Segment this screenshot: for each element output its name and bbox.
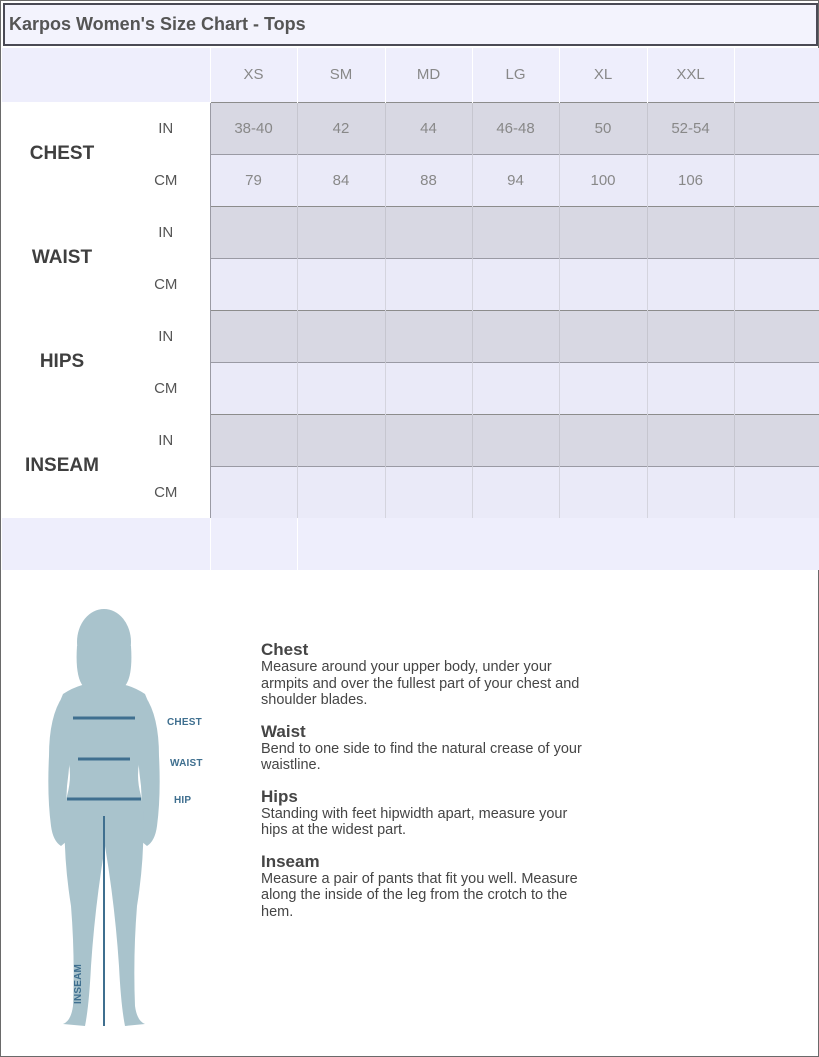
guide-heading: Waist [261,721,306,741]
guide-text: Bend to one side to find the natural crease of your waistline. [261,740,582,773]
size-cell [647,258,734,310]
size-cell [559,258,647,310]
size-cell [734,154,819,206]
woman-silhouette-icon [41,606,221,1031]
size-cell [472,206,559,258]
footer-cell [210,518,297,570]
size-cell: 106 [647,154,734,206]
body-measurement-figure [41,606,221,1031]
size-cell: 50 [559,102,647,154]
size-cell [210,258,297,310]
unit-label-cm: CM [122,466,210,518]
size-header-row [2,48,819,102]
size-cell [472,310,559,362]
size-cell [385,310,472,362]
footer-cell [297,518,819,570]
waist-label: WAIST [170,758,203,769]
size-cell [385,362,472,414]
size-cell [472,414,559,466]
hips-in-row [2,310,819,362]
guide-text: Measure around your upper body, under your armpits and over the fullest part of your chest and shoulder blades. [261,659,580,708]
size-cell: 94 [472,154,559,206]
size-header-md: MD [385,48,472,102]
size-cell [734,310,819,362]
title-bar [3,3,818,46]
size-cell: 38-40 [210,102,297,154]
inseam-in-row [2,414,819,466]
size-cell [559,414,647,466]
guide-item-waist [261,723,591,774]
size-cell [734,362,819,414]
page-title: Karpos Women's Size Chart - Tops [9,14,306,34]
size-header-xs: XS [210,48,297,102]
inseam-label: INSEAM [73,963,84,1004]
chest-label: CHEST [167,717,202,728]
size-cell [559,310,647,362]
guide-text: Standing with feet hipwidth apart, measure your hips at the widest part. [261,805,568,838]
guide-heading: Chest [261,640,309,659]
unit-label-in: IN [122,414,210,466]
unit-label-in: IN [122,102,210,154]
unit-label-cm: CM [122,154,210,206]
size-cell [734,206,819,258]
size-cell [734,466,819,518]
guide-item-inseam [261,853,591,921]
hip-label: HIP [174,795,192,806]
size-cell [385,258,472,310]
size-cell [297,310,385,362]
chest-cm-row [2,154,819,206]
size-cell [297,414,385,466]
unit-label-in: IN [122,310,210,362]
size-cell [210,414,297,466]
size-cell [559,206,647,258]
size-cell [210,310,297,362]
inseam-cm-row [2,466,819,518]
table-footer-row [2,518,819,570]
size-cell [647,362,734,414]
size-cell [297,466,385,518]
measurement-name-waist: WAIST [2,206,122,310]
size-cell: 52-54 [647,102,734,154]
hips-cm-row [2,362,819,414]
size-cell [647,206,734,258]
size-cell [559,362,647,414]
size-cell: 79 [210,154,297,206]
unit-label-in: IN [122,206,210,258]
measurement-name-chest: CHEST [2,102,122,206]
size-header-lg: LG [472,48,559,102]
size-header-sm: SM [297,48,385,102]
size-cell [647,310,734,362]
size-cell [472,362,559,414]
waist-in-row [2,206,819,258]
guide-heading: Inseam [261,851,320,871]
unit-label-cm: CM [122,362,210,414]
size-cell [472,258,559,310]
guide-text: Measure a pair of pants that fit you well. Measure along the inside of the leg from the crotch to the hem. [261,870,578,920]
size-cell [385,466,472,518]
chest-in-row [2,102,819,154]
measurement-name-inseam: INSEAM [2,414,122,518]
size-cell [297,362,385,414]
size-cell [297,206,385,258]
size-cell [559,466,647,518]
size-cell [647,414,734,466]
size-header-xl: XL [559,48,647,102]
measurement-name-hips: HIPS [2,310,122,414]
size-cell: 88 [385,154,472,206]
size-cell: 100 [559,154,647,206]
size-cell [385,206,472,258]
size-cell [734,414,819,466]
header-corner [2,48,210,102]
size-cell: 84 [297,154,385,206]
size-cell [210,362,297,414]
size-cell [734,102,819,154]
size-header-empty [734,48,819,102]
guide-item-chest [261,641,591,709]
size-cell [385,414,472,466]
size-cell [210,206,297,258]
guide-item-hips [261,788,591,839]
size-cell [647,466,734,518]
size-table [2,48,819,570]
size-cell: 42 [297,102,385,154]
guide-heading: Hips [261,786,298,806]
size-cell [210,466,297,518]
unit-label-cm: CM [122,258,210,310]
size-cell: 46-48 [472,102,559,154]
size-cell [297,258,385,310]
waist-cm-row [2,258,819,310]
size-cell [734,258,819,310]
size-cell: 44 [385,102,472,154]
size-cell [472,466,559,518]
size-header-xxl: XXL [647,48,734,102]
measurement-guide [261,641,591,934]
footer-cell [2,518,210,570]
